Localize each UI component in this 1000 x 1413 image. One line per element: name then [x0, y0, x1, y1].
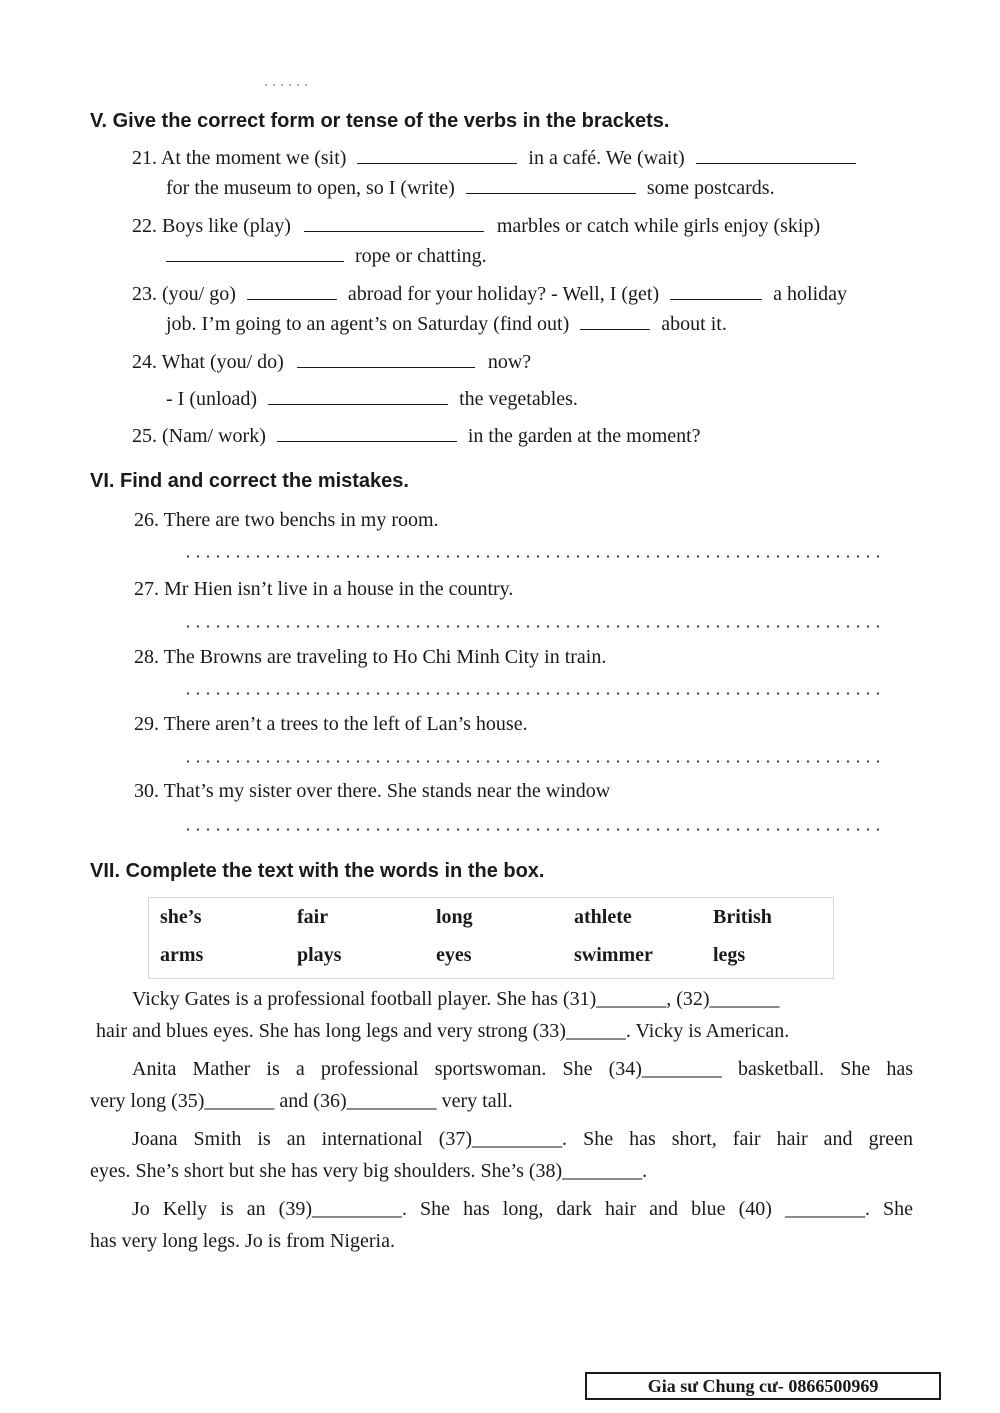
answer-line-30[interactable] — [183, 828, 883, 831]
question-22-line1 — [132, 215, 820, 238]
q21-text-a: 21. At the moment we (sit) — [132, 147, 347, 169]
q25-text-a: 25. (Nam/ work) — [132, 425, 266, 447]
box-word: fair — [297, 906, 329, 928]
q21-text-c: for the museum to open, so I (write) — [166, 177, 455, 199]
question-21-line1 — [132, 147, 856, 170]
footer-label: Gia sư Chung cư- 0866500969 — [585, 1372, 941, 1400]
q23-blank-3[interactable] — [580, 313, 650, 330]
paragraph-4-line2: has very long legs. Jo is from Nigeria. — [90, 1230, 395, 1252]
q23-text-a: 23. (you/ go) — [132, 283, 236, 305]
q21-blank-1[interactable] — [357, 147, 517, 164]
question-24-line2 — [166, 388, 578, 411]
q24-blank-2[interactable] — [268, 388, 448, 405]
q24-text-c: - I (unload) — [166, 388, 258, 410]
q21-blank-2[interactable] — [696, 147, 856, 164]
q23-blank-2[interactable] — [670, 283, 762, 300]
question-21-line2 — [166, 177, 775, 200]
mistake-item-28: 28. The Browns are traveling to Ho Chi Minh City in train. — [134, 646, 607, 668]
q22-text-b: marbles or catch while girls enjoy (skip) — [496, 215, 821, 237]
question-25 — [132, 425, 701, 448]
q25-blank-1[interactable] — [277, 425, 457, 442]
paragraph-4-line1: Jo Kelly is an (39)_________. She has long, dark hair and blue (40) ________. She — [132, 1198, 913, 1220]
box-word: eyes — [436, 944, 472, 966]
box-word: arms — [160, 944, 204, 966]
q24-blank-1[interactable] — [297, 351, 475, 368]
paragraph-3-line2: eyes. She’s short but she has very big shoulders. She’s (38)________. — [90, 1160, 648, 1182]
answer-line-28[interactable] — [183, 692, 883, 695]
question-24-line1 — [132, 351, 531, 374]
box-word: legs — [713, 944, 746, 966]
mistake-item-27: 27. Mr Hien isn’t live in a house in the country. — [134, 578, 514, 600]
q23-text-e: about it. — [661, 313, 727, 335]
q21-blank-3[interactable] — [466, 177, 636, 194]
section-7-heading: VII. Complete the text with the words in the box. — [90, 860, 545, 882]
q25-text-b: in the garden at the moment? — [467, 425, 701, 447]
answer-line-29[interactable] — [183, 760, 883, 763]
q23-text-c: a holiday — [773, 283, 848, 305]
paragraph-2-line1: Anita Mather is a professional sportswoman. She (34)________ basketball. She has — [132, 1058, 913, 1080]
q23-blank-1[interactable] — [247, 283, 337, 300]
section-5-heading: V. Give the correct form or tense of the verbs in the brackets. — [90, 110, 670, 132]
q22-text-a: 22. Boys like (play) — [132, 215, 291, 237]
q23-text-d: job. I’m going to an agent’s on Saturday (find out) — [166, 313, 570, 335]
q21-text-d: some postcards. — [646, 177, 775, 199]
mistake-item-26: 26. There are two benchs in my room. — [134, 509, 439, 531]
box-word: plays — [297, 944, 342, 966]
section-6-heading: VI. Find and correct the mistakes. — [90, 470, 409, 492]
box-word: athlete — [574, 906, 632, 928]
paragraph-1-line1: Vicky Gates is a professional football player. She has (31)_______, (32)_______ — [132, 988, 780, 1010]
box-word: long — [436, 906, 473, 928]
paragraph-2-line2: very long (35)_______ and (36)_________ very tall. — [90, 1090, 513, 1112]
q24-text-b: now? — [487, 351, 532, 373]
q22-text-c: rope or chatting. — [355, 245, 487, 267]
box-word: swimmer — [574, 944, 653, 966]
q24-text-a: 24. What (you/ do) — [132, 351, 284, 373]
answer-line-26[interactable] — [183, 555, 883, 558]
answer-line-27[interactable] — [183, 625, 883, 628]
mistake-item-30: 30. That’s my sister over there. She stands near the window — [134, 780, 611, 802]
box-word: she’s — [160, 906, 202, 928]
q23-text-b: abroad for your holiday? - Well, I (get) — [347, 283, 660, 305]
q24-text-d: the vegetables. — [459, 388, 578, 410]
question-23-line1 — [132, 283, 847, 306]
question-23-line2 — [166, 313, 727, 336]
box-word: British — [713, 906, 772, 928]
q22-blank-2[interactable] — [166, 245, 344, 262]
question-22-line2 — [166, 245, 487, 268]
mistake-item-29: 29. There aren’t a trees to the left of Lan’s house. — [134, 713, 528, 735]
word-box — [148, 897, 834, 979]
scan-mark — [262, 84, 310, 86]
q21-text-b: in a café. We (wait) — [528, 147, 685, 169]
paragraph-1-line2: hair and blues eyes. She has long legs and very strong (33)______. Vicky is American. — [96, 1020, 790, 1042]
q22-blank-1[interactable] — [304, 215, 484, 232]
paragraph-3-line1: Joana Smith is an international (37)_________. She has short, fair hair and green — [132, 1128, 913, 1150]
